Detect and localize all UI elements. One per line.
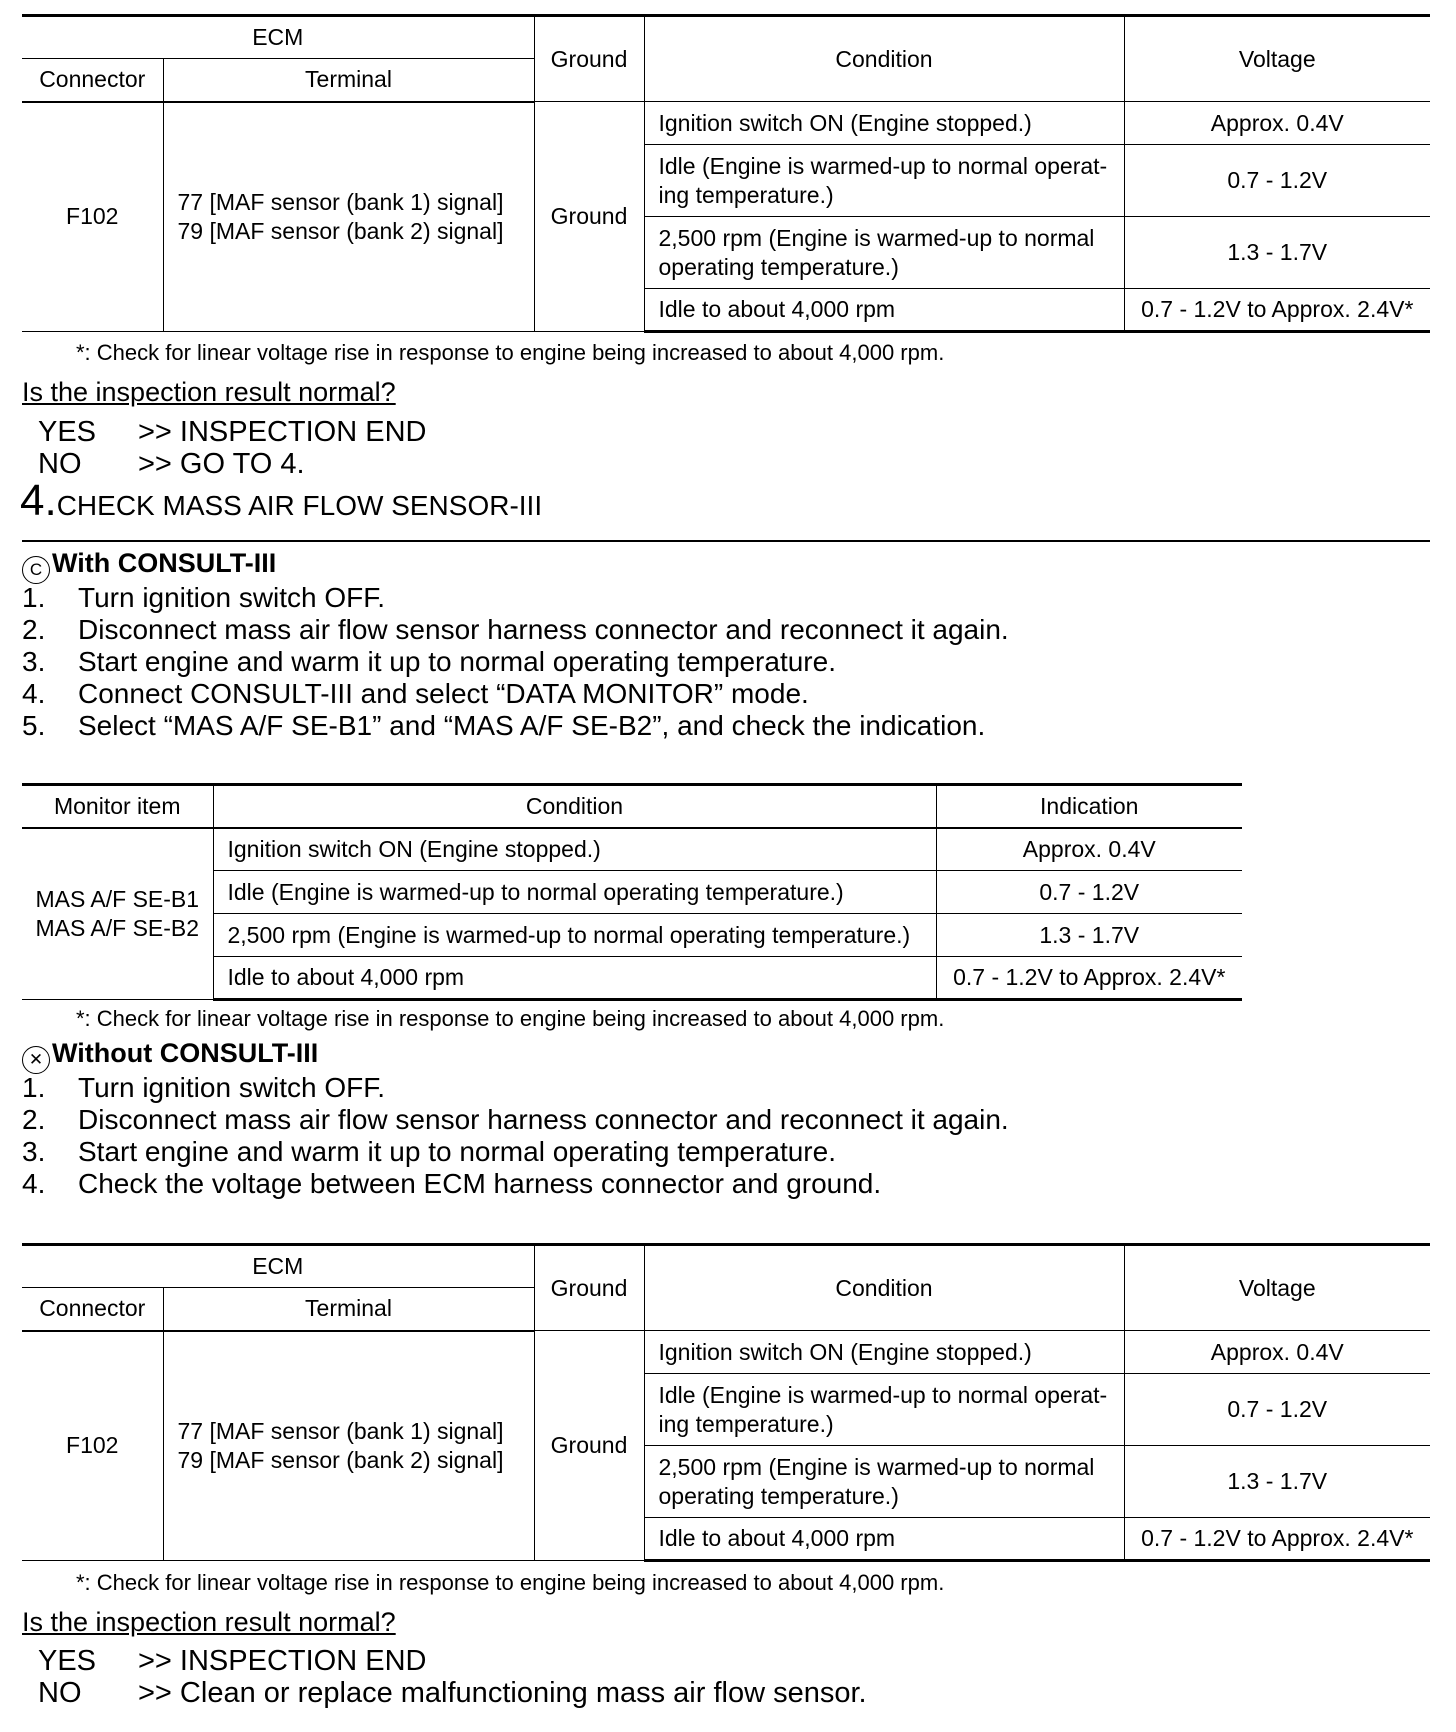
step-text: Start engine and warm it up to normal operating temperature. (78, 1136, 836, 1167)
table-row (22, 102, 1430, 145)
consult-icon: C (22, 556, 50, 584)
condition-cell: Ignition switch ON (Engine stopped.) (644, 102, 1124, 145)
condition-cell: Ignition switch ON (Engine stopped.) (213, 828, 936, 871)
step-text: Disconnect mass air flow sensor harness connector and reconnect it again. (78, 1104, 1009, 1135)
answer-key: NO (38, 448, 82, 480)
step-index: 2. (22, 614, 46, 645)
condition-cell: Idle to about 4,000 rpm (644, 1518, 1124, 1561)
voltage-cell: 1.3 - 1.7V (1124, 1446, 1430, 1518)
condition-cell: 2,500 rpm (Engine is warmed-up to normal operating temperature.) (213, 914, 936, 957)
monitor-item-line: MAS A/F SE-B1 (35, 885, 200, 912)
indication-header: Indication (936, 785, 1242, 828)
inspection-question: Is the inspection result normal? (22, 1607, 396, 1637)
ground-header: Ground (534, 1245, 644, 1331)
condition-cell: Idle (Engine is warmed-up to normal operat-ing temperature.) (644, 1374, 1124, 1446)
no-consult-icon: ✕ (22, 1046, 50, 1074)
terminal-line: 77 [MAF sensor (bank 1) signal] (177, 188, 504, 215)
ecm-voltage-table-1 (22, 14, 1430, 333)
terminal-line: 79 [MAF sensor (bank 2) signal] (177, 217, 504, 244)
monitor-item-header: Monitor item (22, 785, 213, 828)
voltage-cell: 0.7 - 1.2V to Approx. 2.4V* (1124, 1518, 1430, 1561)
step-index: 5. (22, 710, 46, 741)
connector-header: Connector (22, 59, 163, 102)
step-index: 4. (22, 1168, 46, 1199)
ecm-header: ECM (22, 16, 534, 59)
list-item (22, 1072, 1009, 1104)
with-consult-steps (22, 582, 1009, 742)
terminal-line: 79 [MAF sensor (bank 2) signal] (177, 1446, 504, 1473)
answer-yes (38, 1645, 426, 1678)
step-text: Turn ignition switch OFF. (78, 1072, 386, 1103)
step-index: 1. (22, 582, 46, 613)
answer-value: >> GO TO 4. (138, 448, 305, 480)
list-item (22, 646, 1009, 678)
terminal-line: 77 [MAF sensor (bank 1) signal] (177, 1417, 504, 1444)
answer-value: >> Clean or replace malfunctioning mass air flow sensor. (138, 1677, 867, 1709)
condition-cell: Ignition switch ON (Engine stopped.) (644, 1331, 1124, 1374)
without-consult-steps (22, 1072, 1009, 1200)
step-index: 2. (22, 1104, 46, 1135)
with-consult-title: With CONSULT-III (52, 548, 277, 578)
answer-yes (38, 416, 426, 449)
condition-cell: 2,500 rpm (Engine is warmed-up to normal operating temperature.) (644, 217, 1124, 289)
ground-cell: Ground (534, 102, 644, 332)
ecm-voltage-table-2 (22, 1243, 1430, 1562)
with-consult-heading (22, 548, 276, 584)
step-index: 1. (22, 1072, 46, 1103)
list-item (22, 1104, 1009, 1136)
voltage-cell: Approx. 0.4V (1124, 102, 1430, 145)
step-text: Check the voltage between ECM harness connector and ground. (78, 1168, 882, 1199)
list-item (22, 582, 1009, 614)
voltage-cell: 0.7 - 1.2V (1124, 145, 1430, 217)
step-heading (20, 476, 542, 526)
list-item (22, 1136, 1009, 1168)
step-text: Select “MAS A/F SE-B1” and “MAS A/F SE-B2”, and check the indication. (78, 710, 986, 741)
table-row (22, 828, 1242, 871)
answer-key: YES (38, 416, 97, 448)
voltage-cell: 1.3 - 1.7V (1124, 217, 1430, 289)
list-item (22, 678, 1009, 710)
voltage-cell: 0.7 - 1.2V to Approx. 2.4V* (1124, 289, 1430, 332)
footnote: *: Check for linear voltage rise in response to engine being increased to about 4,000 rpm. (76, 1570, 945, 1595)
step-text: Start engine and warm it up to normal operating temperature. (78, 646, 836, 677)
voltage-cell: 0.7 - 1.2V (1124, 1374, 1430, 1446)
data-monitor-table (22, 783, 1242, 1001)
step-index: 3. (22, 1136, 46, 1167)
terminal-cell (163, 1331, 534, 1561)
table-row (22, 1331, 1430, 1374)
condition-cell: Idle (Engine is warmed-up to normal operat-ing temperature.) (644, 145, 1124, 217)
answer-value: >> INSPECTION END (138, 416, 427, 448)
list-item (22, 614, 1009, 646)
ecm-header: ECM (22, 1245, 534, 1288)
without-consult-heading (22, 1038, 318, 1074)
list-item (22, 1168, 1009, 1200)
condition-cell: 2,500 rpm (Engine is warmed-up to normal operating temperature.) (644, 1446, 1124, 1518)
connector-cell: F102 (22, 1331, 163, 1561)
condition-header: Condition (644, 16, 1124, 102)
voltage-cell: Approx. 0.4V (1124, 1331, 1430, 1374)
terminal-cell (163, 102, 534, 332)
inspection-question: Is the inspection result normal? (22, 377, 396, 407)
step-text: Turn ignition switch OFF. (78, 582, 386, 613)
ground-header: Ground (534, 16, 644, 102)
connector-cell: F102 (22, 102, 163, 332)
voltage-header: Voltage (1124, 1245, 1430, 1331)
step-index: 4. (22, 678, 46, 709)
condition-cell: Idle to about 4,000 rpm (213, 957, 936, 1000)
monitor-item-line: MAS A/F SE-B2 (35, 914, 200, 941)
step-index: 3. (22, 646, 46, 677)
terminal-header: Terminal (163, 1288, 534, 1331)
indication-cell: 0.7 - 1.2V (936, 871, 1242, 914)
voltage-header: Voltage (1124, 16, 1430, 102)
answer-no (38, 1677, 867, 1710)
step-text: Disconnect mass air flow sensor harness connector and reconnect it again. (78, 614, 1009, 645)
monitor-item-cell (22, 828, 213, 1000)
answer-key: NO (38, 1677, 82, 1709)
answer-value: >> INSPECTION END (138, 1645, 427, 1677)
answer-key: YES (38, 1645, 97, 1677)
indication-cell: Approx. 0.4V (936, 828, 1242, 871)
step-title: CHECK MASS AIR FLOW SENSOR-III (56, 490, 543, 521)
step-number: 4. (20, 476, 57, 525)
footnote: *: Check for linear voltage rise in response to engine being increased to about 4,000 rpm. (76, 340, 945, 365)
condition-header: Condition (644, 1245, 1124, 1331)
without-consult-title: Without CONSULT-III (52, 1038, 319, 1068)
terminal-header: Terminal (163, 59, 534, 102)
footnote: *: Check for linear voltage rise in response to engine being increased to about 4,000 rpm. (76, 1006, 945, 1031)
step-text: Connect CONSULT-III and select “DATA MONITOR” mode. (78, 678, 809, 709)
condition-header: Condition (213, 785, 936, 828)
indication-cell: 0.7 - 1.2V to Approx. 2.4V* (936, 957, 1242, 1000)
ground-cell: Ground (534, 1331, 644, 1561)
section-divider (22, 540, 1430, 542)
condition-cell: Idle to about 4,000 rpm (644, 289, 1124, 332)
list-item (22, 710, 1009, 742)
indication-cell: 1.3 - 1.7V (936, 914, 1242, 957)
connector-header: Connector (22, 1288, 163, 1331)
condition-cell: Idle (Engine is warmed-up to normal operating temperature.) (213, 871, 936, 914)
